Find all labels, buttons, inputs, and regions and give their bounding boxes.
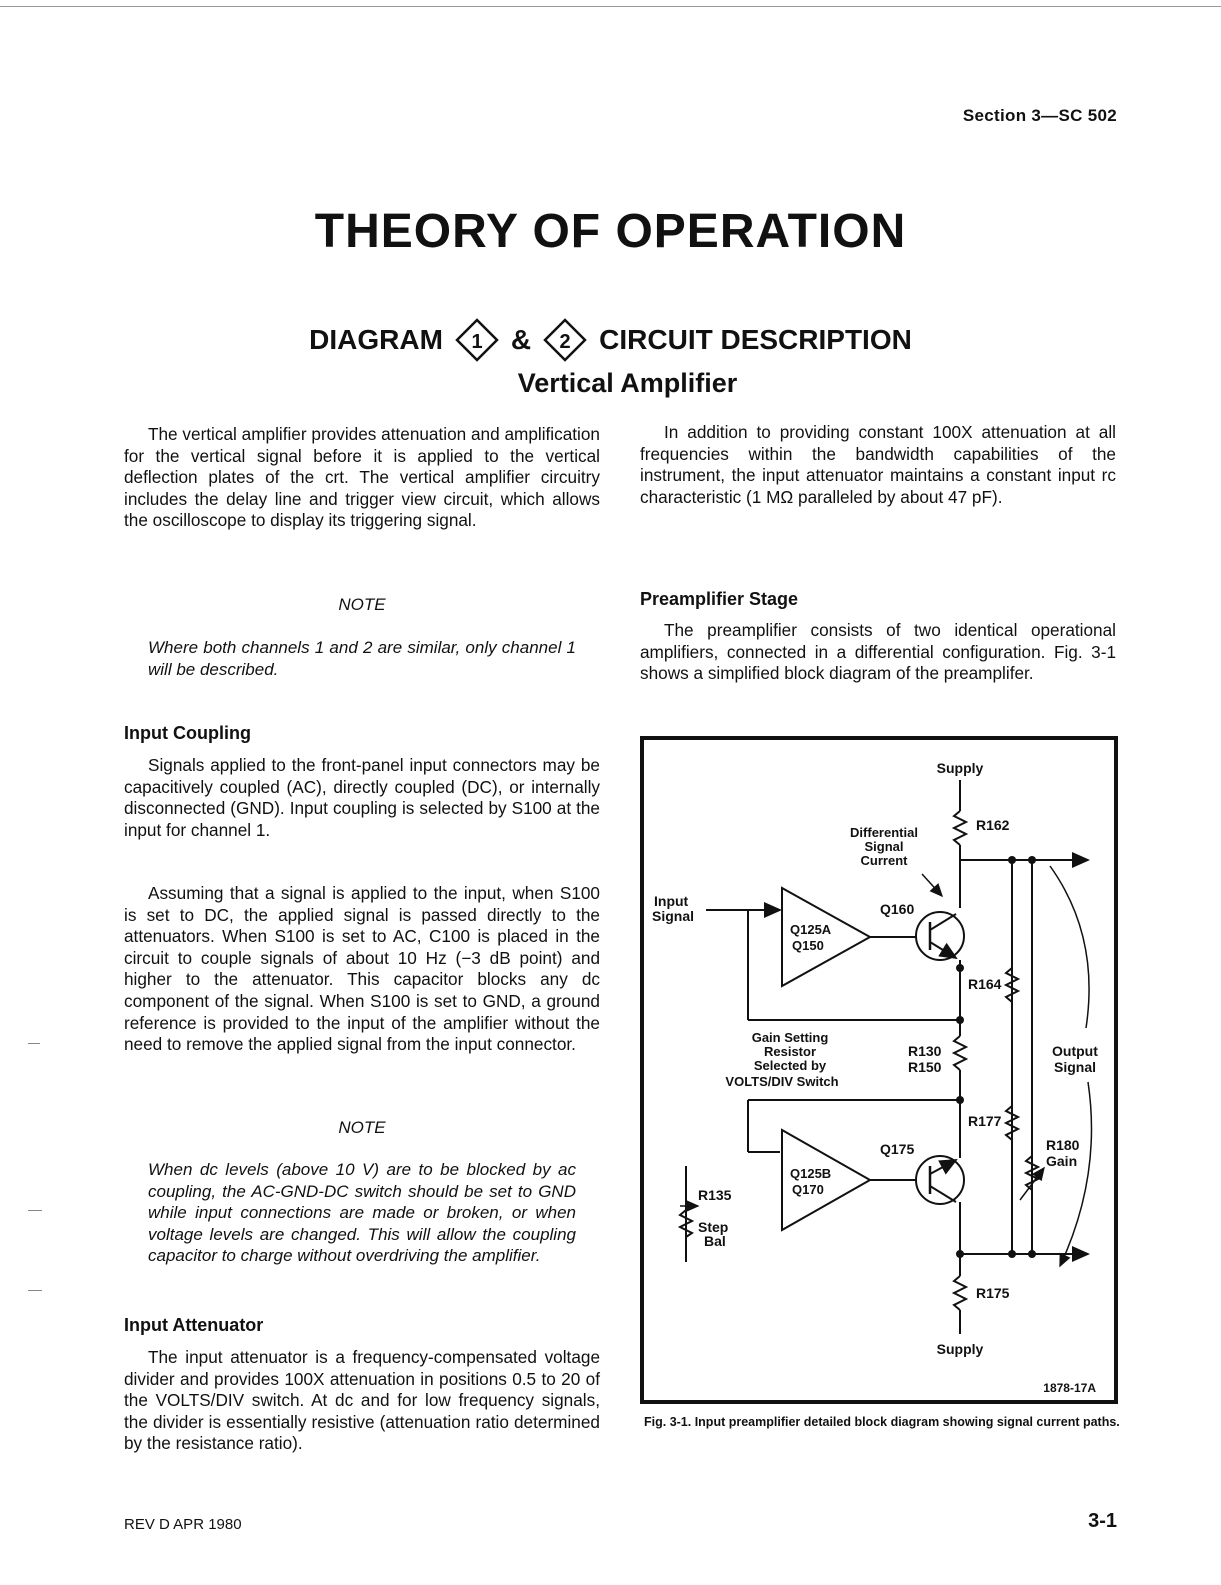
q125a-label: Q125A — [790, 922, 832, 937]
diagram-suffix: CIRCUIT DESCRIPTION — [599, 324, 912, 355]
r177-label: R177 — [968, 1113, 1002, 1129]
input-coupling-p1-text: Signals applied to the front-panel input connectors may be capacitively coupled (AC), directly coupled (DC), or internally disconnected (GND). Input coupling is selected by S100 at the input for channel 1. — [124, 755, 600, 840]
note-2-text: When dc levels (above 10 V) are to be blocked by ac coupling, the AC-GND-DC switch should be set to GND while input connections are made or broken, or when voltage levels are changed. This will allow the coupling capacitor to charge without overdriving the amplifier. — [148, 1160, 576, 1266]
output-label-1: Output — [1052, 1043, 1098, 1059]
q170-label: Q170 — [792, 1182, 824, 1197]
input-attenuator-p1-text: The input attenuator is a frequency-compensated voltage divider and provides 100X attenuation in positions 0.5 to 20 of the VOLTS/DIV switch. At dc and for low frequency signals, the divider is essentially resistive (attenuation ratio determined by the resistance ratio). — [124, 1347, 600, 1454]
q160-label: Q160 — [880, 901, 915, 917]
input-attenuator-p1 — [124, 1347, 600, 1455]
gain-label: Gain — [1046, 1153, 1078, 1169]
attenuator-p2-text: In addition to providing constant 100X attenuation at all frequencies within the bandwidth capabilities of the instrument, the input attenuator maintains a constant input rc characteristic (1 MΩ paralleled by about 47 pF). — [640, 422, 1116, 507]
diff-label-3: Current — [860, 853, 908, 868]
preamplifier-p1 — [640, 620, 1116, 685]
page-number: 3-1 — [1088, 1510, 1117, 1532]
q125a-amplifier — [782, 888, 870, 986]
figure-id: 1878-17A — [1043, 1381, 1096, 1395]
supply-top-label: Supply — [936, 760, 984, 776]
r162-resistor — [954, 811, 966, 845]
preamplifier-heading: Preamplifier Stage — [640, 589, 799, 609]
q175-transistor — [916, 1156, 964, 1204]
diagram-1-number: 1 — [471, 331, 483, 353]
intro-paragraph — [124, 424, 600, 532]
output-arc-bottom — [1060, 1082, 1092, 1266]
diagram-heading — [0, 318, 1221, 362]
input-label-1: Input — [654, 893, 689, 909]
r135-label: R135 — [698, 1187, 732, 1203]
r175-label: R175 — [976, 1285, 1010, 1301]
diagram-2-diamond-icon — [543, 318, 587, 362]
diff-label-2: Signal — [864, 839, 904, 854]
diagram-2-number: 2 — [559, 331, 571, 353]
input-coupling-heading: Input Coupling — [124, 723, 251, 743]
gain-label-4: VOLTS/DIV Switch — [725, 1074, 839, 1089]
preamplifier-p1-text: The preamplifier consists of two identical operational amplifiers, connected in a differential configuration. Fig. 3-1 shows a simplified block diagram of the preamplifer. — [640, 620, 1116, 684]
r150-label: R150 — [908, 1059, 942, 1075]
q125b-label: Q125B — [790, 1166, 832, 1181]
margin-mark — [28, 1043, 40, 1044]
bal-label: Bal — [704, 1233, 726, 1249]
note-1-text: Where both channels 1 and 2 are similar, only channel 1 will be described. — [148, 638, 576, 679]
r175-resistor — [954, 1276, 966, 1310]
attenuator-p2 — [640, 422, 1116, 508]
step-label: Step — [698, 1219, 729, 1235]
margin-mark — [28, 1210, 42, 1211]
input-coupling-p2 — [124, 883, 600, 1056]
output-label-2: Signal — [1054, 1059, 1097, 1075]
output-arc-top — [1050, 866, 1089, 1028]
page-title: THEORY OF OPERATION — [314, 205, 907, 258]
diagram-1-diamond-icon — [455, 318, 499, 362]
note-1-label: NOTE — [338, 595, 386, 614]
q160-transistor — [916, 912, 964, 960]
gain-label-1: Gain Setting — [751, 1030, 829, 1045]
gain-label-3: Selected by — [753, 1058, 827, 1073]
diagram-prefix: DIAGRAM — [309, 324, 443, 355]
margin-mark — [28, 1290, 42, 1291]
q150-label: Q150 — [792, 938, 824, 953]
input-coupling-p2-text: Assuming that a signal is applied to the input, when S100 is set to DC, the applied signal is passed directly to the attenuators. When S100 is set to AC, C100 is placed in the circuit to couple signals of about 10 Hz (−3 dB point) and higher to the attenuator. This capacitor blocks any dc component of the signal. When S100 is set to GND, a ground reference is provided to the input of the amplifier without the need to remove the applied signal from the input connector. — [124, 883, 600, 1055]
q175-label: Q175 — [880, 1141, 915, 1157]
r180-label: R180 — [1046, 1137, 1080, 1153]
figure-caption: Fig. 3-1. Input preamplifier detailed block diagram showing signal current paths. — [644, 1415, 1120, 1429]
footer-revision: REV D APR 1980 — [124, 1516, 242, 1533]
sub-heading: Vertical Amplifier — [517, 368, 738, 398]
section-header: Section 3—SC 502 — [962, 106, 1117, 125]
input-label-2: Signal — [652, 908, 695, 924]
diagram-ampersand: & — [510, 324, 532, 355]
top-rule — [0, 6, 1221, 7]
note-2-label: NOTE — [338, 1118, 386, 1137]
diff-label-1: Differential — [850, 825, 918, 840]
intro-text: The vertical amplifier provides attenuation and amplification for the vertical signal before it is applied to the vertical deflection plates of the crt. The vertical amplifier circuitry includes the delay line and trigger view circuit, which allows the oscilloscope to display its triggering signal. — [124, 424, 600, 531]
r130-r150-resistor — [954, 1036, 966, 1070]
preamplifier-block-diagram — [640, 736, 1118, 1404]
supply-bottom-label: Supply — [936, 1341, 984, 1357]
gain-label-2: Resistor — [763, 1044, 817, 1059]
input-attenuator-heading: Input Attenuator — [124, 1315, 264, 1335]
r130-label: R130 — [908, 1043, 942, 1059]
r162-label: R162 — [976, 817, 1010, 833]
r164-label: R164 — [968, 976, 1002, 992]
input-coupling-p1 — [124, 755, 600, 841]
